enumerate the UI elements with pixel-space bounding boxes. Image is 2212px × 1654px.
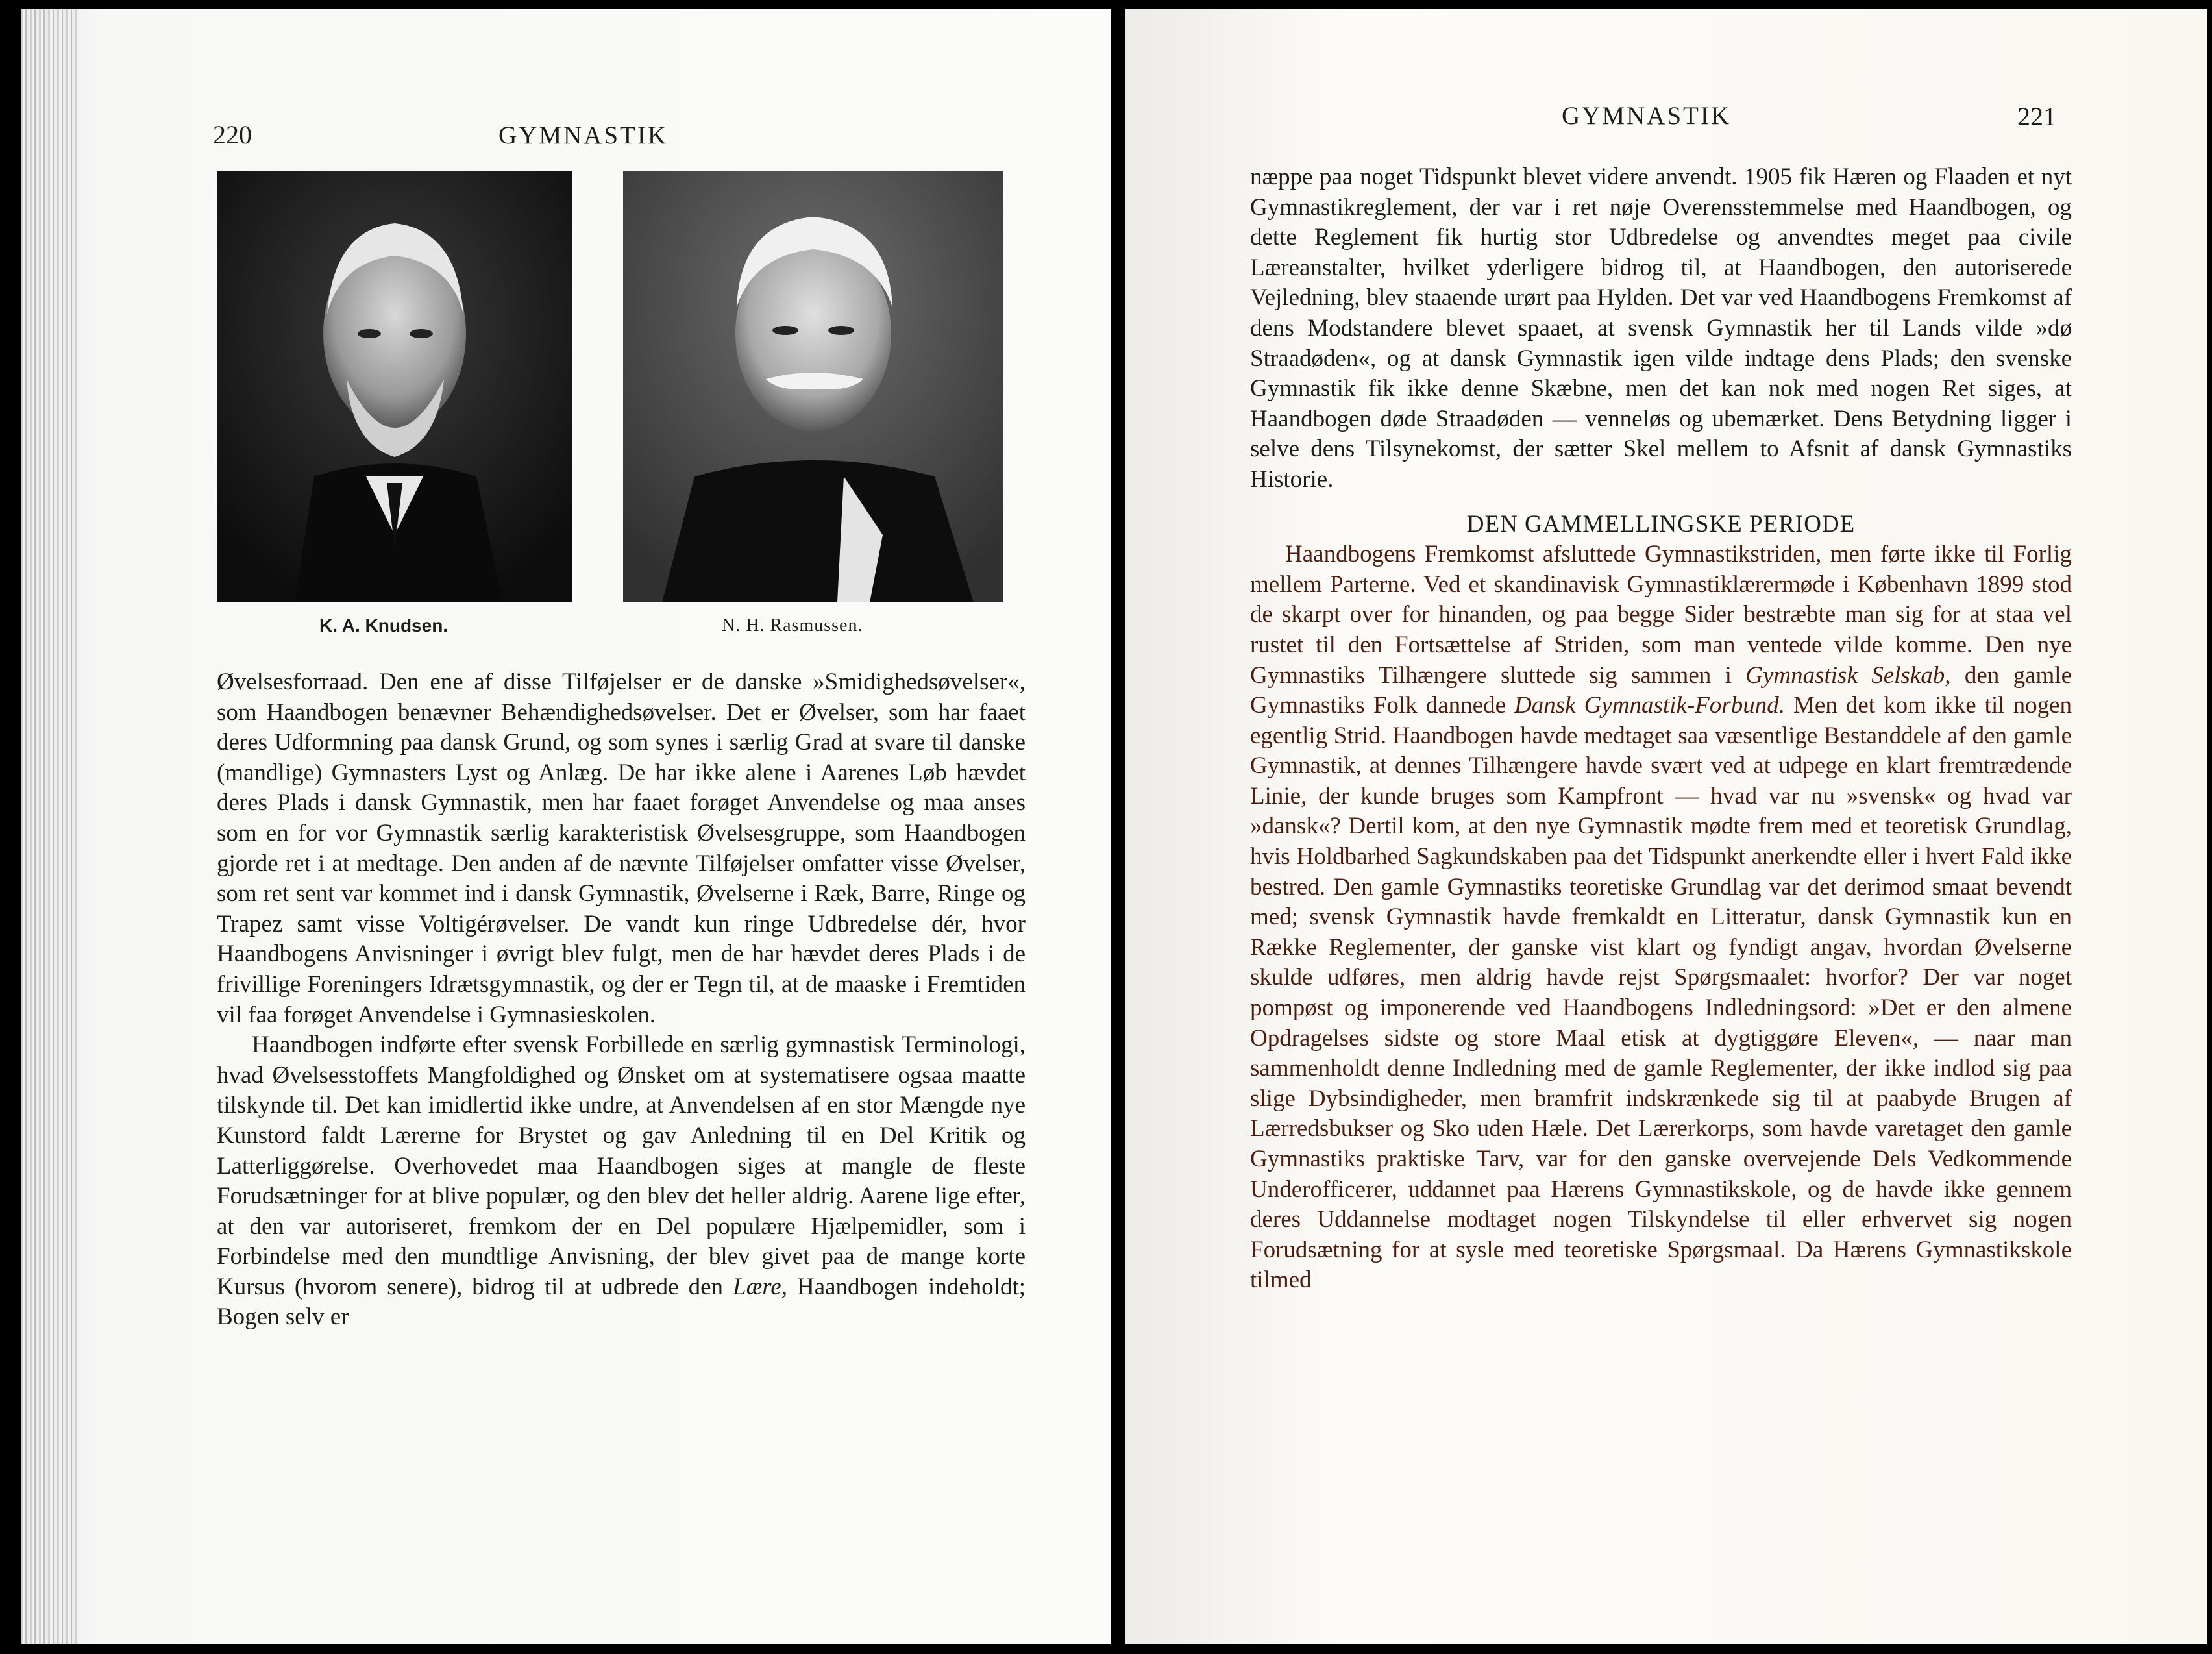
- italic-term: Gymnastisk Selskab,: [1745, 661, 1951, 689]
- left-body-text: [217, 667, 1026, 1333]
- right-body-text: [1250, 162, 2072, 1296]
- portrait-caption-rasmussen: N. H. Rasmussen.: [722, 615, 863, 636]
- italic-term: Lære,: [733, 1273, 787, 1300]
- paragraph: [217, 1030, 1026, 1333]
- paragraph-text: Men det kom ikke til nogen egentlig Strid. Haandbogen havde medtaget saa væsentlige Bestanddele af den gamle Gymnastik, at dennes Tilhængere havde svært ved at udpege en klart fremtrædende Linie, der kunde bruges som Kampfront — hvad var nu »svensk« og hvad var »dansk«? Dertil kom, at den nye Gymnastik mødte frem med et teoretisk Grundlag, hvis Holdbarhed Sagkundskaben paa det Tidspunkt anerkendte eller i hvert Fald ikke bestred. Den gamle Gymnastiks teoretiske Grundlag var det derimod smaat bevendt med; svensk Gymnastik havde fremkaldt en Litteratur, dansk Gymnastik kun en Række Reglementer, der ganske vist klart og fyndigt angav, hvordan Øvelserne skulde udføres, men aldrig havde rejst Spørgsmaalet: hvorfor? Der var noget pompøst og imponerende ved Haandbogens Indledningsord: »Det er den almene Opdragelses sidste og store Maal etisk at dygtiggøre Eleven«, — naar man sammenholdt denne Indledning med de gamle Reglementer, der ikke indlod sig paa slige Dybsindigheder, men bramfrit indskrænkede sig til at paabyde Brugen af Lærredsbukser og Sko uden Hæle. Det Lærerkorps, som havde varetaget den gamle Gymnastiks praktiske Tarv, var for den ganske overvejende Dels Vedkommende Underofficerer, uddannet paa Hærens Gymnastikskole, og de havde ikke gennem deres Uddannelse modtaget nogen Tilskyndelse til eller erhvervet sig nogen Forudsætning for at sysle med teoretiske Spørgsmaal. Da Hærens Gymnastikskole tilmed: [1250, 692, 2072, 1294]
- page-number: 221: [2017, 102, 2056, 131]
- paragraph-text: Haandbogen indførte efter svensk Forbillede en særlig gymnastisk Terminologi, hvad Øvelsesstoffets Mangfoldighed og Ønsket om at systematisere ogsaa maatte tilskynde til. Det kan imidlertid ikke undre, at Anvendelsen af en stor Mængde nye Kunstord faldt Lærerne for Brystet og gav Anledning til en Del Kritik og Latterliggørelse. Overhovedet maa Haandbogen siges at mangle de fleste Forudsætninger for at blive populær, og den blev det heller aldrig. Aarene lige efter, at den var autoriseret, fremkom der en Del populære Hjælpemidler, som i Forbindelse med den mundtlige Anvisning, der blev givet paa de mange korte Kursus (hvorom senere), bidrog til at udbrede den: [217, 1031, 1026, 1300]
- running-head: GYMNASTIK: [1562, 102, 1731, 130]
- portrait-photo-rasmussen: [623, 171, 1003, 602]
- portrait-photo-knudsen: [217, 171, 572, 602]
- page-number: 220: [213, 120, 252, 149]
- page-edge-stack: [21, 9, 79, 1644]
- paragraph-text: den gamle Gymnastiks Folk dannede: [1250, 661, 2072, 719]
- paragraph: [1250, 539, 2072, 1296]
- section-title: DEN GAMMELLINGSKE PERIODE: [1466, 510, 1856, 537]
- paragraph-text: Haandbogen indeholdt; Bogen selv er: [217, 1273, 1026, 1331]
- paragraph-text: Haandbogens Fremkomst afsluttede Gymnastikstriden, men førte ikke til Forlig mellem Parterne. Ved et skandinavisk Gymnastiklærermøde i København 1899 stod de skarpt over for hinanden, og paa begge Sider bestræbte man sig for at staa vel rustet til den Fortsættelse af Striden, som man ventede vilde komme. Den nye Gymnastiks Tilhængere sluttede sig sammen i: [1250, 541, 2072, 689]
- italic-term: Dansk Gymnastik-Forbund.: [1514, 692, 1785, 719]
- running-head: GYMNASTIK: [498, 121, 668, 149]
- left-page: [21, 9, 1111, 1644]
- paragraph: Øvelsesforraad. Den ene af disse Tilføjelser er de danske »Smidighedsøvelser«, som Haandbogen benævner Behændighedsøvelser. Det er Øvelser, som har faaet deres Udformning paa dansk Grund, og som synes i særlig Grad at svare til danske (mandlige) Gymnasters Lyst og Anlæg. De har ikke alene i Aarenes Løb hævdet deres Plads i dansk Gymnastik, men har faaet forøget Anvendelse og maa anses som en for vor Gymnastik særlig karakteristisk Øvelsesgruppe, som Haandbogen gjorde ret i at medtage. Den anden af de nævnte Tilføjelser omfatter visse Øvelser, som ret sent var kommet ind i dansk Gymnastik, Øvelserne i Ræk, Barre, Ringe og Trapez samt visse Voltigérøvelser. De vandt kun ringe Udbredelse dér, hvor Haandbogens Anvisninger i øvrigt blev fulgt, men de har hævdet deres Plads i de frivillige Foreningers Idrætsgymnastik, og der er Tegn til, at de maaske i Fremtiden vil faa forøget Anvendelse i Gymnasieskolen.: [217, 669, 1026, 1028]
- right-page: [1125, 9, 2207, 1644]
- portrait-caption-knudsen: K. A. Knudsen.: [319, 615, 449, 636]
- paragraph: næppe paa noget Tidspunkt blevet videre anvendt. 1905 fik Hæren og Flaaden et nyt Gymnastikreglement, der var i ret nøje Overensstemmelse med Haandbogen, og dette Reglement fik hurtig stor Udbredelse og anvendtes meget paa civile Læreanstalter, hvilket yderligere bidrog til, at Haandbogen, den autoriserede Vejledning, blev staaende urørt paa Hylden. Det var ved Haandbogens Fremkomst af dens Modstandere blevet spaaet, at svensk Gymnastik her til Lands vilde »dø Straadøden«, og at dansk Gymnastik igen vilde indtage dens Plads; den svenske Gymnastik fik ikke denne Skæbne, men det kan nok med nogen Ret siges, at Haandbogen døde Straadøden — venneløs og ubemærket. Dens Betydning ligger i selve dens Tilsynekomst, der sætter Skel mellem to Afsnit af dansk Gymnastiks Historie.: [1250, 164, 2072, 493]
